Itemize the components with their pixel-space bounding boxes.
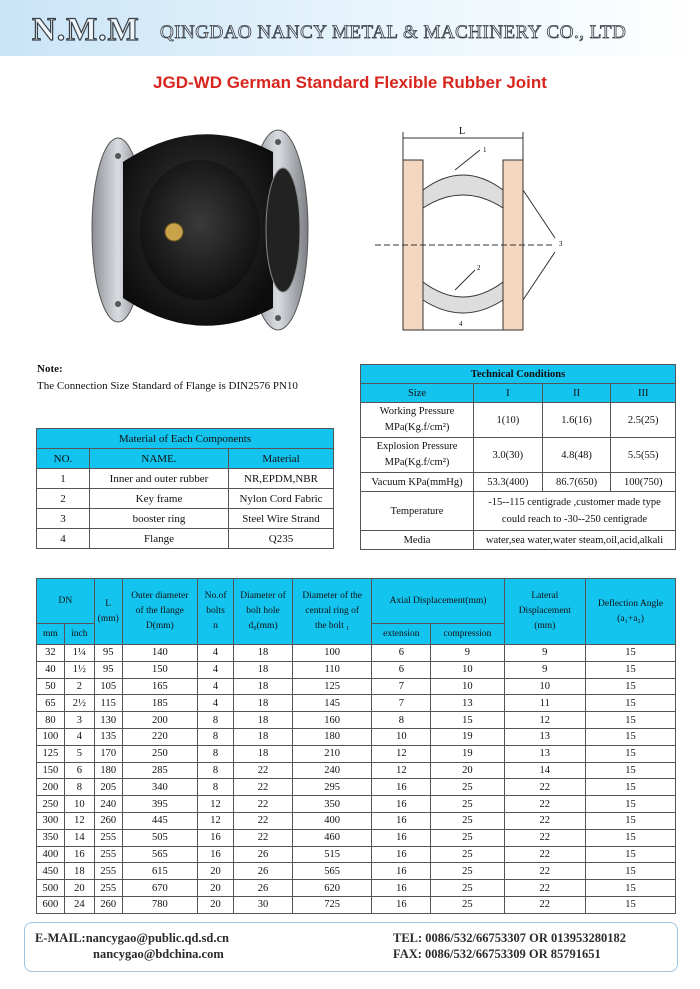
header-central-ring [292, 579, 371, 645]
table-cell: 12 [372, 745, 431, 762]
table-row [37, 779, 676, 796]
table-row [37, 863, 676, 880]
table-cell: 18 [234, 712, 293, 729]
table-cell: 11 [504, 695, 586, 712]
table-cell: 670 [122, 880, 197, 897]
table-cell: 20 [431, 762, 504, 779]
table-cell: 15 [586, 678, 676, 695]
table-cell: 10 [64, 796, 94, 813]
header-compression: compression [431, 624, 504, 645]
table-cell: 30 [234, 896, 293, 913]
table-cell: 16 [372, 796, 431, 813]
header-lateral [504, 579, 586, 645]
table-cell: 4 [197, 645, 233, 662]
table-cell: 16 [372, 896, 431, 913]
table-row [37, 509, 334, 529]
table-cell: 50 [37, 678, 65, 695]
table-cell: 16 [372, 829, 431, 846]
fax: FAX: 0086/532/66753309 OR 85791651 [393, 947, 601, 961]
table-row [361, 473, 676, 492]
header-ring-3: the bolt ₁ [314, 621, 350, 631]
table-row [37, 469, 334, 489]
table-cell: 16 [197, 846, 233, 863]
table-cell: 16 [372, 846, 431, 863]
table-cell: 22 [504, 863, 586, 880]
table-cell: 15 [586, 779, 676, 796]
table-row [37, 661, 676, 678]
table-cell: 220 [122, 728, 197, 745]
table-cell: 15 [586, 645, 676, 662]
callout-4: 4 [459, 320, 463, 328]
table-row [37, 762, 676, 779]
table-cell: 22 [504, 796, 586, 813]
table-cell: 8 [197, 745, 233, 762]
table-cell: 15 [431, 712, 504, 729]
header-l [94, 579, 122, 645]
material-cell: 1 [37, 469, 90, 489]
callout-3: 3 [559, 240, 563, 248]
material-cell: Key frame [90, 489, 229, 509]
table-cell: 9 [504, 645, 586, 662]
table-cell: 95 [94, 645, 122, 662]
table-cell: 26 [234, 863, 293, 880]
table-row [37, 896, 676, 913]
header-bolt-hole [234, 579, 293, 645]
table-cell: 340 [122, 779, 197, 796]
size-ii: II [542, 384, 611, 403]
table-cell: 350 [37, 829, 65, 846]
table-cell: 22 [504, 779, 586, 796]
table-cell: 500 [37, 880, 65, 897]
table-cell: 25 [431, 779, 504, 796]
table-cell: 4 [197, 661, 233, 678]
cross-section-drawing [355, 120, 595, 350]
table-cell: 240 [94, 796, 122, 813]
table-cell: 255 [94, 846, 122, 863]
media-label: Media [361, 531, 474, 550]
table-cell: 180 [94, 762, 122, 779]
table-cell: 780 [122, 896, 197, 913]
tech-cell: 3.0(30) [474, 438, 543, 473]
table-cell: 400 [37, 846, 65, 863]
note-text: The Connection Size Standard of Flange is DIN2576 PN10 [37, 380, 298, 392]
table-cell: 2 [64, 678, 94, 695]
table-cell: 22 [234, 812, 293, 829]
table-cell: 10 [504, 678, 586, 695]
table-cell: 9 [431, 645, 504, 662]
material-cell: 2 [37, 489, 90, 509]
table-cell: 24 [64, 896, 94, 913]
material-cell: Flange [90, 529, 229, 549]
material-cell: Nylon Cord Fabric [229, 489, 334, 509]
table-cell: 125 [37, 745, 65, 762]
table-cell: 25 [431, 812, 504, 829]
table-cell: 150 [37, 762, 65, 779]
material-cell: Inner and outer rubber [90, 469, 229, 489]
table-cell: 150 [122, 661, 197, 678]
table-cell: 15 [586, 796, 676, 813]
table-cell: 15 [586, 728, 676, 745]
table-row [37, 846, 676, 863]
table-cell: 15 [586, 896, 676, 913]
table-cell: 255 [94, 863, 122, 880]
table-cell: 10 [431, 661, 504, 678]
table-cell: 16 [372, 779, 431, 796]
header-dn: DN [37, 579, 95, 624]
table-cell: 10 [431, 678, 504, 695]
table-cell: 205 [94, 779, 122, 796]
table-row [361, 492, 676, 531]
table-cell: 255 [94, 880, 122, 897]
table-cell: 14 [64, 829, 94, 846]
tech-cell: 5.5(55) [611, 438, 676, 473]
material-table-title: Material of Each Components [37, 429, 334, 449]
table-cell: 3 [64, 712, 94, 729]
table-cell: 25 [431, 829, 504, 846]
table-cell: 8 [197, 728, 233, 745]
table-cell: 565 [292, 863, 371, 880]
table-cell: 40 [37, 661, 65, 678]
table-cell: 15 [586, 812, 676, 829]
table-row [37, 745, 676, 762]
table-cell: 95 [94, 661, 122, 678]
table-cell: 19 [431, 745, 504, 762]
header-bolts [197, 579, 233, 645]
table-cell: 2½ [64, 695, 94, 712]
email-line-2: nancygao@bdchina.com [93, 947, 224, 961]
table-cell: 350 [292, 796, 371, 813]
table-cell: 8 [64, 779, 94, 796]
tech-cell: 100(750) [611, 473, 676, 492]
table-cell: 20 [64, 880, 94, 897]
table-cell: 22 [504, 812, 586, 829]
table-cell: 19 [431, 728, 504, 745]
table-cell: 32 [37, 645, 65, 662]
material-cell: Steel Wire Strand [229, 509, 334, 529]
company-logo: N.M.M [32, 12, 140, 48]
header-axial: Axial Displacement(mm) [372, 579, 504, 624]
vacuum-label: Vacuum KPa(mmHg) [361, 473, 474, 492]
table-cell: 25 [431, 880, 504, 897]
table-cell: 1¼ [64, 645, 94, 662]
table-row [37, 829, 676, 846]
header-ring-2: central ring of [305, 606, 360, 616]
table-cell: 13 [504, 728, 586, 745]
table-cell: 450 [37, 863, 65, 880]
product-photo [78, 112, 318, 342]
tech-cell: 4.8(48) [542, 438, 611, 473]
table-cell: 22 [234, 829, 293, 846]
table-cell: 260 [94, 812, 122, 829]
table-cell: 13 [431, 695, 504, 712]
table-cell: 20 [197, 896, 233, 913]
table-row [37, 645, 676, 662]
table-cell: 15 [586, 829, 676, 846]
table-cell: 20 [197, 863, 233, 880]
tech-cell: 1(10) [474, 403, 543, 438]
header-bolts-1: No.of [204, 591, 227, 601]
table-row [37, 796, 676, 813]
table-cell: 445 [122, 812, 197, 829]
header-defl-2: (a₁+a₂) [617, 613, 644, 624]
table-cell: 6 [372, 645, 431, 662]
header-lat-2: Displacement [518, 606, 571, 616]
header-hole-2: bolt hole [246, 606, 280, 616]
table-cell: 12 [372, 762, 431, 779]
table-cell: 16 [64, 846, 94, 863]
temperature-line-2: could reach to -30--250 centigrade [501, 514, 648, 525]
table-cell: 105 [94, 678, 122, 695]
table-cell: 185 [122, 695, 197, 712]
table-cell: 5 [64, 745, 94, 762]
table-cell: 9 [504, 661, 586, 678]
working-pressure-label: Working Pressure MPa(Kg.f/cm²) [361, 403, 474, 438]
table-cell: 18 [234, 645, 293, 662]
table-cell: 22 [234, 762, 293, 779]
table-cell: 18 [234, 695, 293, 712]
material-cell: 3 [37, 509, 90, 529]
header-outer-1: Outer diameter [131, 591, 189, 601]
table-cell: 15 [586, 846, 676, 863]
header-extension: extension [372, 624, 431, 645]
dimension-table-body [37, 645, 676, 914]
table-cell: 180 [292, 728, 371, 745]
table-cell: 15 [586, 712, 676, 729]
table-cell: 12 [504, 712, 586, 729]
table-cell: 115 [94, 695, 122, 712]
table-cell: 515 [292, 846, 371, 863]
tech-cell: 86.7(650) [542, 473, 611, 492]
explosion-pressure-label: Explosion Pressure MPa(Kg.f/cm²) [361, 438, 474, 473]
table-cell: 395 [122, 796, 197, 813]
table-cell: 25 [431, 863, 504, 880]
table-cell: 18 [64, 863, 94, 880]
technical-table-title: Technical Conditions [361, 365, 676, 384]
header-banner [0, 0, 700, 56]
table-cell: 15 [586, 661, 676, 678]
table-row [37, 712, 676, 729]
table-cell: 565 [122, 846, 197, 863]
table-cell: 165 [122, 678, 197, 695]
table-cell: 505 [122, 829, 197, 846]
table-cell: 10 [372, 728, 431, 745]
table-row [361, 438, 676, 473]
table-cell: 4 [197, 678, 233, 695]
table-row [37, 728, 676, 745]
table-cell: 4 [64, 728, 94, 745]
table-row [361, 403, 676, 438]
table-row [37, 812, 676, 829]
header-bolts-2: bolts [206, 606, 225, 616]
table-cell: 12 [197, 796, 233, 813]
table-cell: 26 [234, 846, 293, 863]
table-cell: 100 [37, 728, 65, 745]
table-cell: 7 [372, 695, 431, 712]
material-cell: booster ring [90, 509, 229, 529]
material-cell: Q235 [229, 529, 334, 549]
table-cell: 4 [197, 695, 233, 712]
table-cell: 240 [292, 762, 371, 779]
table-cell: 15 [586, 880, 676, 897]
table-cell: 400 [292, 812, 371, 829]
table-cell: 125 [292, 678, 371, 695]
callout-1: 1 [483, 146, 487, 154]
table-cell: 255 [94, 829, 122, 846]
table-cell: 16 [372, 863, 431, 880]
table-cell: 26 [234, 880, 293, 897]
tech-cell: 1.6(16) [542, 403, 611, 438]
temperature-label: Temperature [361, 492, 474, 531]
table-cell: 260 [94, 896, 122, 913]
table-cell: 13 [504, 745, 586, 762]
tech-cell: 2.5(25) [611, 403, 676, 438]
table-cell: 18 [234, 745, 293, 762]
header-l-text: L [105, 598, 112, 609]
email-line-1: E-MAIL:nancygao@public.qd.sd.cn [35, 931, 229, 945]
table-cell: 22 [234, 796, 293, 813]
contact-footer [24, 922, 678, 972]
header-outer-3: D(mm) [145, 621, 174, 631]
table-cell: 22 [504, 880, 586, 897]
table-cell: 620 [292, 880, 371, 897]
table-row [37, 880, 676, 897]
material-header-no: NO. [37, 449, 90, 469]
table-row [37, 489, 334, 509]
table-cell: 130 [94, 712, 122, 729]
table-cell: 140 [122, 645, 197, 662]
callout-2: 2 [477, 264, 481, 272]
size-iii: III [611, 384, 676, 403]
table-row [361, 531, 676, 550]
table-cell: 25 [431, 896, 504, 913]
table-cell: 25 [431, 846, 504, 863]
table-cell: 170 [94, 745, 122, 762]
technical-conditions-table [360, 364, 676, 550]
table-cell: 285 [122, 762, 197, 779]
table-cell: 145 [292, 695, 371, 712]
table-cell: 15 [586, 863, 676, 880]
table-cell: 1½ [64, 661, 94, 678]
header-inch: inch [64, 624, 94, 645]
media-value: water,sea water,water steam,oil,acid,alkali [474, 531, 676, 550]
header-hole-1: Diameter of [240, 591, 286, 601]
note-label: Note: [37, 363, 63, 375]
table-row [37, 678, 676, 695]
table-cell: 12 [197, 812, 233, 829]
material-cell: 4 [37, 529, 90, 549]
table-cell: 16 [372, 812, 431, 829]
table-cell: 200 [122, 712, 197, 729]
table-row [37, 529, 334, 549]
table-cell: 295 [292, 779, 371, 796]
size-i: I [474, 384, 543, 403]
table-cell: 18 [234, 661, 293, 678]
table-cell: 12 [64, 812, 94, 829]
header-deflection [586, 579, 676, 645]
table-cell: 600 [37, 896, 65, 913]
table-cell: 16 [372, 880, 431, 897]
table-cell: 110 [292, 661, 371, 678]
table-cell: 460 [292, 829, 371, 846]
material-cell: NR,EPDM,NBR [229, 469, 334, 489]
header-outer-diameter [122, 579, 197, 645]
temperature-value [474, 492, 676, 531]
header-hole-3: d₀(mm) [248, 621, 278, 631]
table-cell: 200 [37, 779, 65, 796]
table-cell: 20 [197, 880, 233, 897]
table-cell: 7 [372, 678, 431, 695]
material-header-name: NAME. [90, 449, 229, 469]
table-cell: 80 [37, 712, 65, 729]
table-cell: 615 [122, 863, 197, 880]
table-cell: 22 [234, 779, 293, 796]
table-cell: 300 [37, 812, 65, 829]
table-cell: 22 [504, 829, 586, 846]
dimension-table [36, 578, 676, 914]
table-row [37, 695, 676, 712]
header-lat-1: Lateral [531, 591, 559, 601]
table-cell: 250 [37, 796, 65, 813]
table-cell: 725 [292, 896, 371, 913]
table-cell: 250 [122, 745, 197, 762]
table-cell: 65 [37, 695, 65, 712]
table-cell: 8 [197, 712, 233, 729]
header-mm: mm [37, 624, 65, 645]
telephone: TEL: 0086/532/66753307 OR 013953280182 [393, 931, 626, 945]
material-header-material: Material [229, 449, 334, 469]
table-cell: 15 [586, 695, 676, 712]
size-label: Size [361, 384, 474, 403]
table-cell: 18 [234, 728, 293, 745]
table-cell: 14 [504, 762, 586, 779]
header-ring-1: Diameter of the [302, 591, 362, 601]
header-outer-2: of the flange [135, 606, 184, 616]
table-cell: 210 [292, 745, 371, 762]
table-cell: 6 [64, 762, 94, 779]
page-title: JGD-WD German Standard Flexible Rubber Joint [153, 73, 547, 92]
table-cell: 100 [292, 645, 371, 662]
header-l-unit: (mm) [97, 613, 119, 624]
header-bolts-3: n [213, 621, 218, 631]
table-cell: 8 [197, 779, 233, 796]
table-cell: 8 [197, 762, 233, 779]
table-cell: 22 [504, 896, 586, 913]
table-cell: 135 [94, 728, 122, 745]
table-cell: 160 [292, 712, 371, 729]
table-cell: 15 [586, 762, 676, 779]
table-cell: 8 [372, 712, 431, 729]
header-defl-1: Deflection Angle [597, 598, 664, 609]
tech-cell: 53.3(400) [474, 473, 543, 492]
header-lat-3: (mm) [534, 621, 556, 631]
table-cell: 22 [504, 846, 586, 863]
temperature-line-1: -15--115 centigrade ,customer made type [488, 497, 661, 508]
company-name: QINGDAO NANCY METAL & MACHINERY CO., LTD [160, 22, 627, 43]
table-cell: 18 [234, 678, 293, 695]
dimension-label: L [459, 126, 466, 137]
table-cell: 15 [586, 745, 676, 762]
table-cell: 16 [197, 829, 233, 846]
material-table [36, 428, 334, 549]
table-cell: 25 [431, 796, 504, 813]
table-cell: 6 [372, 661, 431, 678]
